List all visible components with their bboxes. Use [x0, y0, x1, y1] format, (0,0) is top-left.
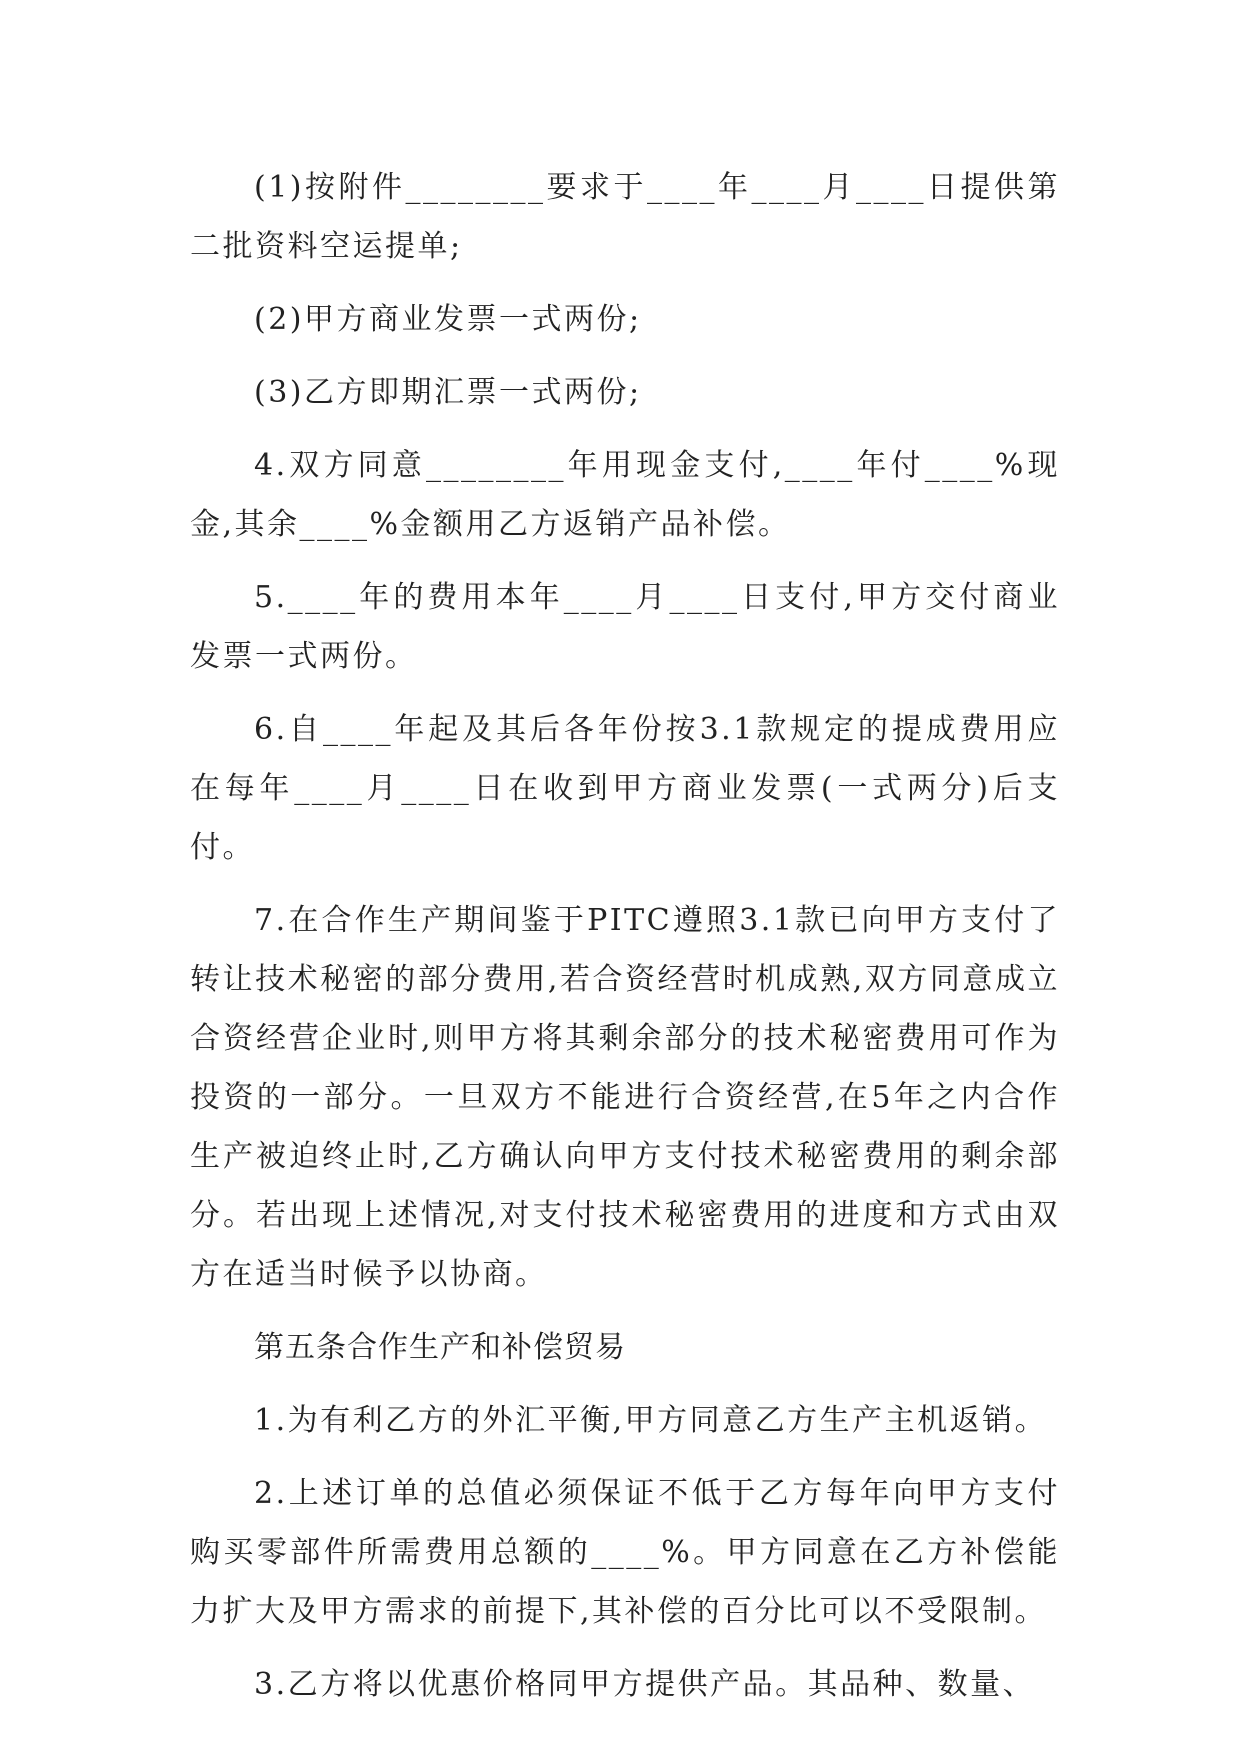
paragraph-item-2: (2)甲方商业发票一式两份;: [254, 302, 642, 337]
paragraph-article5-clause-3: 3.乙方将以优惠价格同甲方提供产品。其品种、数量、: [254, 1667, 1036, 1702]
section-heading-article-5: 第五条合作生产和补偿贸易: [254, 1330, 626, 1365]
paragraph-clause-7: 7.在合作生产期间鉴于PITC遵照3.1款已向甲方支付了转让技术秘密的部分费用,若合资经营时机成熟,双方同意成立合资经营企业时,则甲方将其剩余部分的技术秘密费用可作为投资的一部分。一旦双方不能进行合资经营,在5年之内合作生产被迫终止时,乙方确认向甲方支付技术秘密费用的剩余部分。若出现上述情况,对支付技术秘密费用的进度和方式由双方在适当时候予以协商。: [190, 903, 1060, 1292]
paragraph-item-3: (3)乙方即期汇票一式两份;: [254, 375, 642, 410]
paragraph-clause-6: 6.自____年起及其后各年份按3.1款规定的提成费用应在每年____月____日在收到甲方商业发票(一式两分)后支付。: [190, 712, 1060, 865]
paragraph-clause-5: 5.____年的费用本年____月____日支付,甲方交付商业发票一式两份。: [190, 580, 1060, 674]
paragraph-article5-clause-2: 2.上述订单的总值必须保证不低于乙方每年向甲方支付购买零部件所需费用总额的____%。甲方同意在乙方补偿能力扩大及甲方需求的前提下,其补偿的百分比可以不受限制。: [190, 1476, 1060, 1629]
paragraph-clause-4: 4.双方同意________年用现金支付,____年付____%现金,其余____%金额用乙方返销产品补偿。: [190, 448, 1060, 542]
document-body: [190, 158, 1060, 1728]
paragraph-article5-clause-1: 1.为有利乙方的外汇平衡,甲方同意乙方生产主机返销。: [254, 1403, 1048, 1438]
paragraph-item-1: (1)按附件________要求于____年____月____日提供第二批资料空运提单;: [190, 170, 1060, 264]
